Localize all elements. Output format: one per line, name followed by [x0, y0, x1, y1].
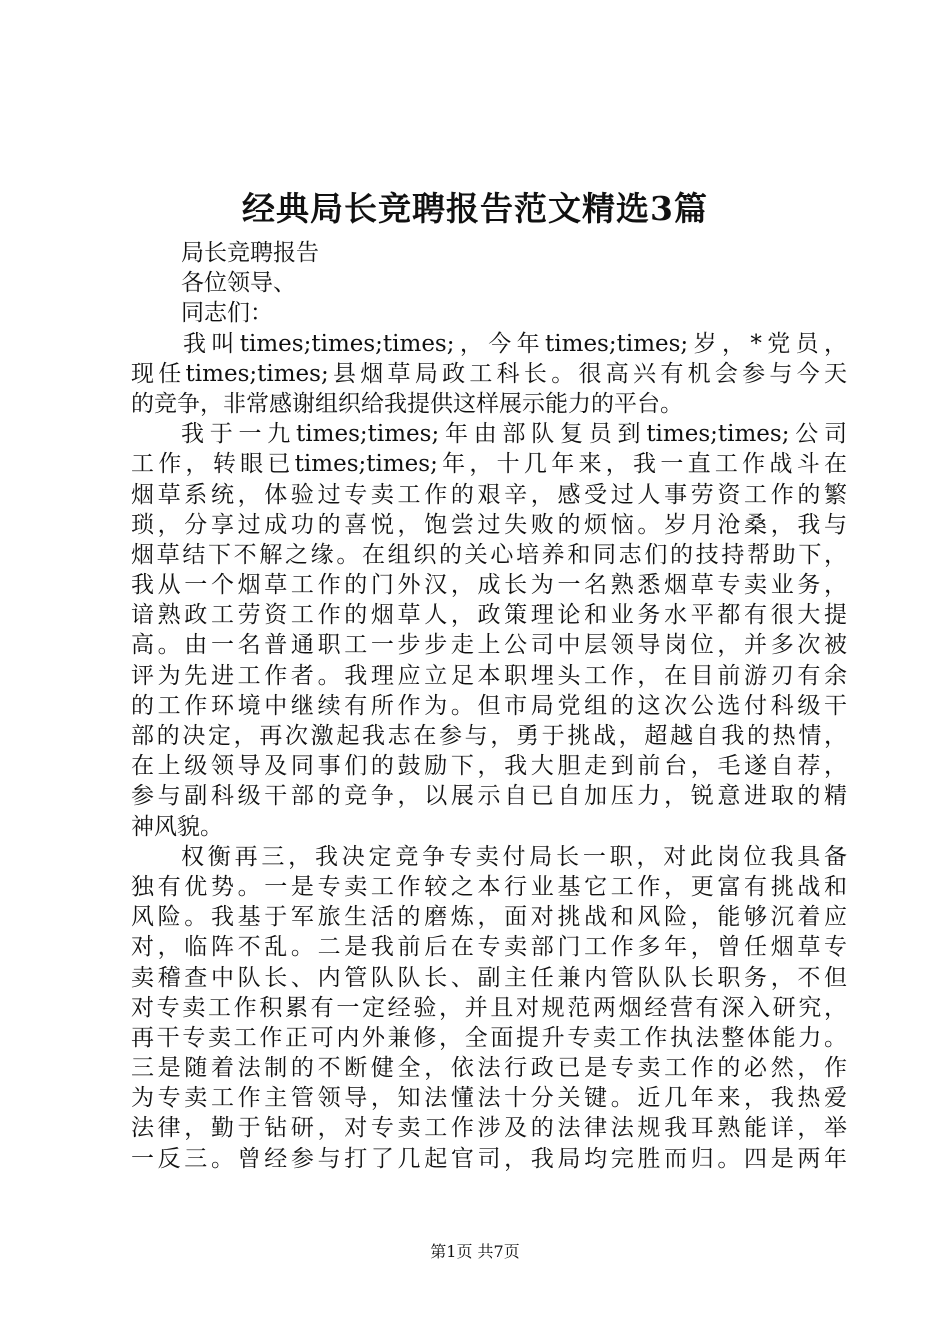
text-line: 神风貌。: [131, 813, 223, 840]
text-line: 对，临阵不乱。二是我前后在专卖部门工作多年，曾任烟草专: [131, 934, 847, 961]
text-line: 独有优势。一是专卖工作较之本行业基它工作，更富有挑战和: [131, 873, 847, 900]
text-line: 我于一九times;times;年由部队复员到times;times;公司: [181, 421, 847, 448]
text-line: 再干专卖工作正可内外兼修，全面提升专卖工作执法整体能力。: [131, 1024, 847, 1051]
text-line: 各位领导、: [181, 270, 296, 297]
page-footer: 第1页 共7页: [430, 1242, 520, 1261]
text-line: 琐，分享过成功的喜悦，饱尝过失败的烦恼。岁月沧桑，我与: [131, 511, 847, 538]
text-line: 三是随着法制的不断健全，依法行政已是专卖工作的必然，作: [131, 1055, 847, 1082]
text-line: 同志们：: [181, 300, 273, 327]
text-line: 法律，勤于钻研，对专卖工作涉及的法律法规我耳熟能详，举: [131, 1115, 847, 1142]
text-line: 的工作环境中继续有所作为。但市局党组的这次公选付科级干: [131, 692, 847, 719]
text-line: 参与副科级干部的竞争，以展示自已自加压力，锐意进取的精: [131, 783, 847, 810]
text-line: 风险。我基于军旅生活的磨炼，面对挑战和风险，能够沉着应: [131, 904, 847, 931]
document-title: 经典局长竞聘报告范文精选3篇: [242, 189, 708, 228]
text-line: 部的决定，再次激起我志在参与，勇于挑战，超越自我的热情，: [131, 723, 847, 749]
text-line: 一反三。曾经参与打了几起官司，我局均完胜而归。四是两年: [131, 1145, 847, 1172]
text-line: 局长竞聘报告: [181, 240, 319, 266]
text-line: 工作，转眼已times;times;年，十几年来，我一直工作战斗在: [131, 451, 847, 478]
text-line: 评为先进工作者。我理应立足本职埋头工作，在目前游刃有余: [131, 662, 847, 689]
text-line: 谙熟政工劳资工作的烟草人，政策理论和业务水平都有很大提: [131, 602, 847, 629]
text-line: 现任times;times;县烟草局政工科长。很高兴有机会参与今天: [131, 360, 847, 387]
text-line: 权衡再三，我决定竞争专卖付局长一职，对此岗位我具备: [181, 843, 847, 870]
text-line: 为专卖工作主管领导，知法懂法十分关键。近几年来，我热爱: [131, 1085, 847, 1112]
text-line: 我从一个烟草工作的门外汉，成长为一名熟悉烟草专卖业务，: [131, 572, 847, 599]
text-line: 卖稽查中队长、内管队队长、副主任兼内管队队长职务，不但: [131, 964, 847, 991]
text-line: 的竞争，非常感谢组织给我提供这样展示能力的平台。: [131, 390, 683, 417]
text-line: 对专卖工作积累有一定经验，并且对规范两烟经营有深入研究，: [131, 994, 847, 1021]
document-body: [131, 238, 847, 1174]
text-line: 烟草结下不解之缘。在组织的关心培养和同志们的技持帮助下，: [131, 541, 847, 568]
text-line: 我叫times;times;times;，今年times;times;岁，*党员，: [183, 330, 847, 357]
text-line: 在上级领导及同事们的鼓励下，我大胆走到前台，毛遂自荐，: [131, 753, 847, 780]
text-line: 烟草系统，体验过专卖工作的艰辛，感受过人事劳资工作的繁: [131, 481, 847, 508]
text-line: 高。由一名普通职工一步步走上公司中层领导岗位，并多次被: [131, 632, 847, 659]
